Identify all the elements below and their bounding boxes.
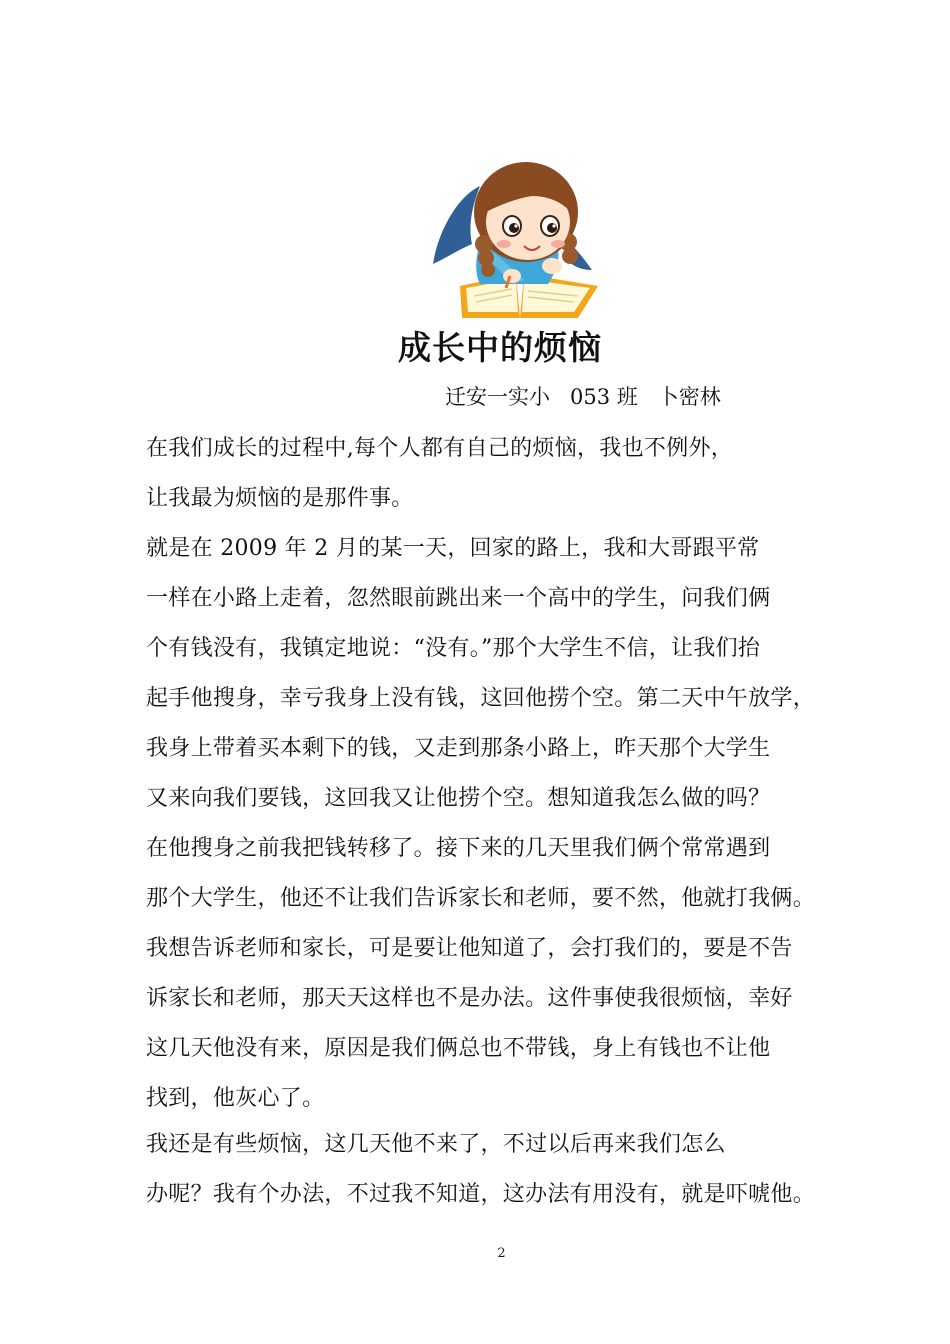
text-line: 在他搜身之前我把钱转移了。接下来的几天里我们俩个常常遇到	[146, 836, 771, 861]
text-line: 那个大学生，他还不让我们告诉家长和老师，要不然，他就打我俩。	[146, 886, 816, 911]
text-line: 在我们成长的过程中,每个人都有自己的烦恼，我也不例外，	[146, 436, 734, 461]
text-line: 个有钱没有，我镇定地说：“没有。”那个大学生不信，让我们抬	[146, 636, 761, 661]
text-line: 我想告诉老师和家长，可是要让他知道了，会打我们的，要是不告	[146, 936, 793, 961]
girl-reading-book-icon	[428, 146, 604, 322]
text-line: 让我最为烦恼的是那件事。	[146, 486, 414, 511]
document-title: 成长中的烦恼	[398, 328, 602, 367]
author-byline: 迁安一实小 053 班 卜密林	[445, 385, 721, 409]
text-line: 我身上带着买本剩下的钱，又走到那条小路上，昨天那个大学生	[146, 736, 771, 761]
text-line: 又来向我们要钱，这回我又让他捞个空。想知道我怎么做的吗？	[146, 786, 771, 811]
paragraph-2	[146, 524, 881, 1124]
paragraph-3	[146, 1120, 881, 1220]
paragraph-1	[146, 424, 881, 524]
text-line: 起手他搜身，幸亏我身上没有钱，这回他捞个空。第二天中午放学，	[146, 686, 816, 711]
text-line: 一样在小路上走着，忽然眼前跳出来一个高中的学生，问我们俩	[146, 586, 771, 611]
text-line: 这几天他没有来，原因是我们俩总也不带钱，身上有钱也不让他	[146, 1036, 771, 1061]
text-line: 办呢？我有个办法，不过我不知道，这办法有用没有，就是吓唬他。	[146, 1182, 816, 1207]
text-line: 就是在 2009 年 2 月的某一天，回家的路上，我和大哥跟平常	[146, 536, 760, 561]
text-line: 我还是有些烦恼，这几天他不来了，不过以后再来我们怎么	[146, 1132, 726, 1157]
text-line: 找到，他灰心了。	[146, 1086, 325, 1111]
text-line: 诉家长和老师，那天天这样也不是办法。这件事使我很烦恼，幸好	[146, 986, 793, 1011]
page-number: 2	[497, 1246, 506, 1261]
